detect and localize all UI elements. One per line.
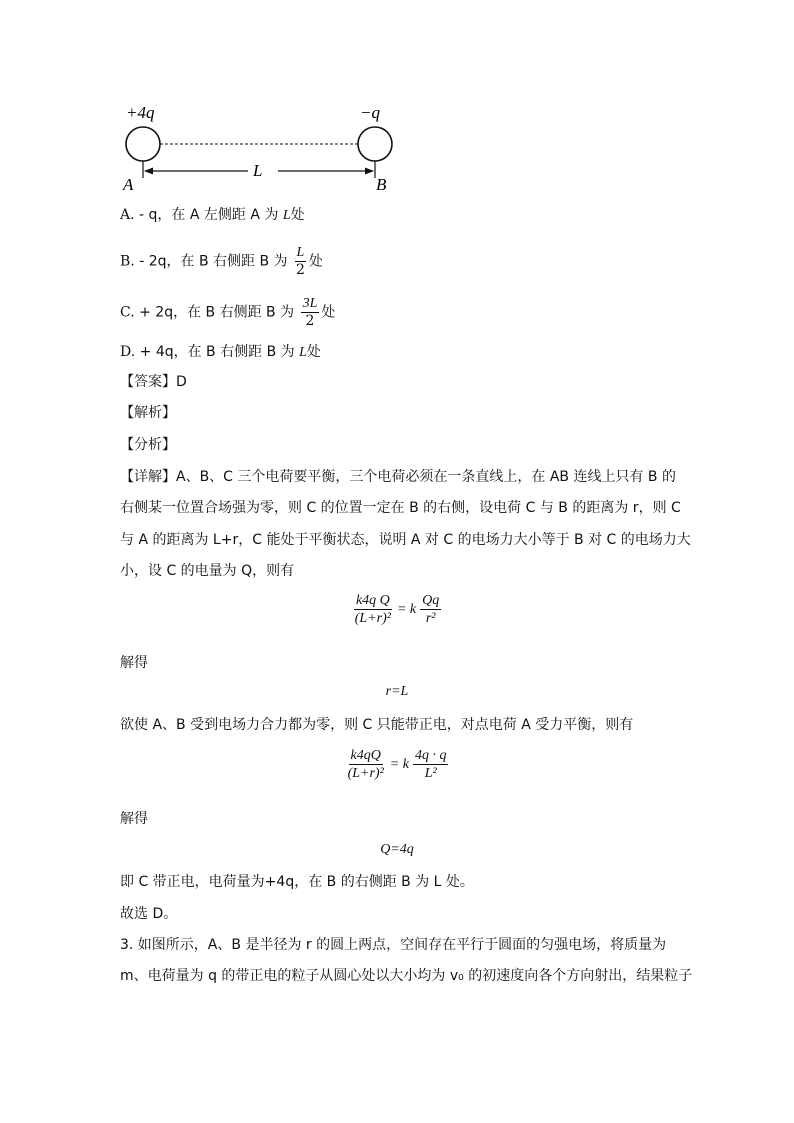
- point-a-label: A: [123, 175, 134, 194]
- question-3-line-1: 3. 如图所示，A、B 是半径为 r 的圆上两点，空间存在平行于圆面的匀强电场，将质量为: [120, 937, 667, 953]
- solve-label-1: 解得: [120, 655, 148, 671]
- question-3-line-2: m、电荷量为 q 的带正电的粒子从圆心处以大小均为 v₀ 的初速度向各个方向射出，结果粒子: [120, 968, 693, 984]
- charge-b-label: −q: [360, 103, 380, 122]
- detail-line-3: 与 A 的距离为 L+r，C 能处于平衡状态，说明 A 对 C 的电场力大小等于 B 对 C 的电场力大: [120, 532, 691, 548]
- charge-a-label: +4q: [126, 103, 155, 122]
- charge-b-sphere: [358, 127, 392, 161]
- fenxi-heading: 【分析】: [120, 437, 176, 453]
- result-1: r=L: [385, 684, 409, 699]
- detail-line-1: 【详解】A、B、C 三个电荷要平衡，三个电荷必须在一条直线上，在 AB 连线上只有 B 的: [120, 469, 676, 485]
- point-b-label: B: [376, 175, 387, 194]
- charges-diagram: [118, 98, 408, 196]
- option-b: B. - 2q，在 B 右侧距 B 为 $\frac{L}{2}$ 处: [120, 245, 323, 278]
- equation-2: $\frac{k4qQ}{\text{(L+r)²}}$ = k $\frac{4q \cdot q}{\text{L²}}$: [347, 748, 447, 781]
- choose-answer: 故选 D。: [120, 906, 178, 922]
- result-2: Q=4q: [380, 842, 414, 857]
- conclusion: 即 C 带正电，电荷量为+4q，在 B 的右侧距 B 为 L 处。: [120, 874, 474, 890]
- paragraph-2: 欲使 A、B 受到电场力合力都为零，则 C 只能带正电，对点电荷 A 受力平衡，则有: [120, 717, 634, 733]
- option-a: A. - q，在 A 左侧距 A 为 L处: [120, 207, 305, 223]
- distance-label: L: [253, 161, 263, 180]
- detail-line-4: 小，设 C 的电量为 Q，则有: [120, 563, 295, 579]
- option-d: D. + 4q，在 B 右侧距 B 为 L处: [120, 344, 321, 360]
- detail-line-2: 右侧某一位置合场强为零，则 C 的位置一定在 B 的右侧，设电荷 C 与 B 的距离为 r，则 C: [120, 500, 681, 516]
- charge-a-sphere: [126, 127, 160, 161]
- jiexi-heading: 【解析】: [120, 405, 176, 421]
- solve-label-2: 解得: [120, 811, 148, 827]
- answer-line: 【答案】D: [120, 374, 187, 390]
- arrow-left-head: [144, 168, 153, 175]
- arrow-right-head: [365, 168, 374, 175]
- option-c: C. + 2q，在 B 右侧距 B 为 $\frac{3L}{2}$ 处: [120, 296, 336, 329]
- fraction: $\frac{L}{2}$: [295, 245, 305, 278]
- fraction: $\frac{3L}{2}$: [302, 296, 318, 329]
- equation-1: $\frac{\text{k4q Q}}{\text{(L+r)²}}$ = k $\frac{Qq}{\text{r²}}$: [354, 593, 440, 626]
